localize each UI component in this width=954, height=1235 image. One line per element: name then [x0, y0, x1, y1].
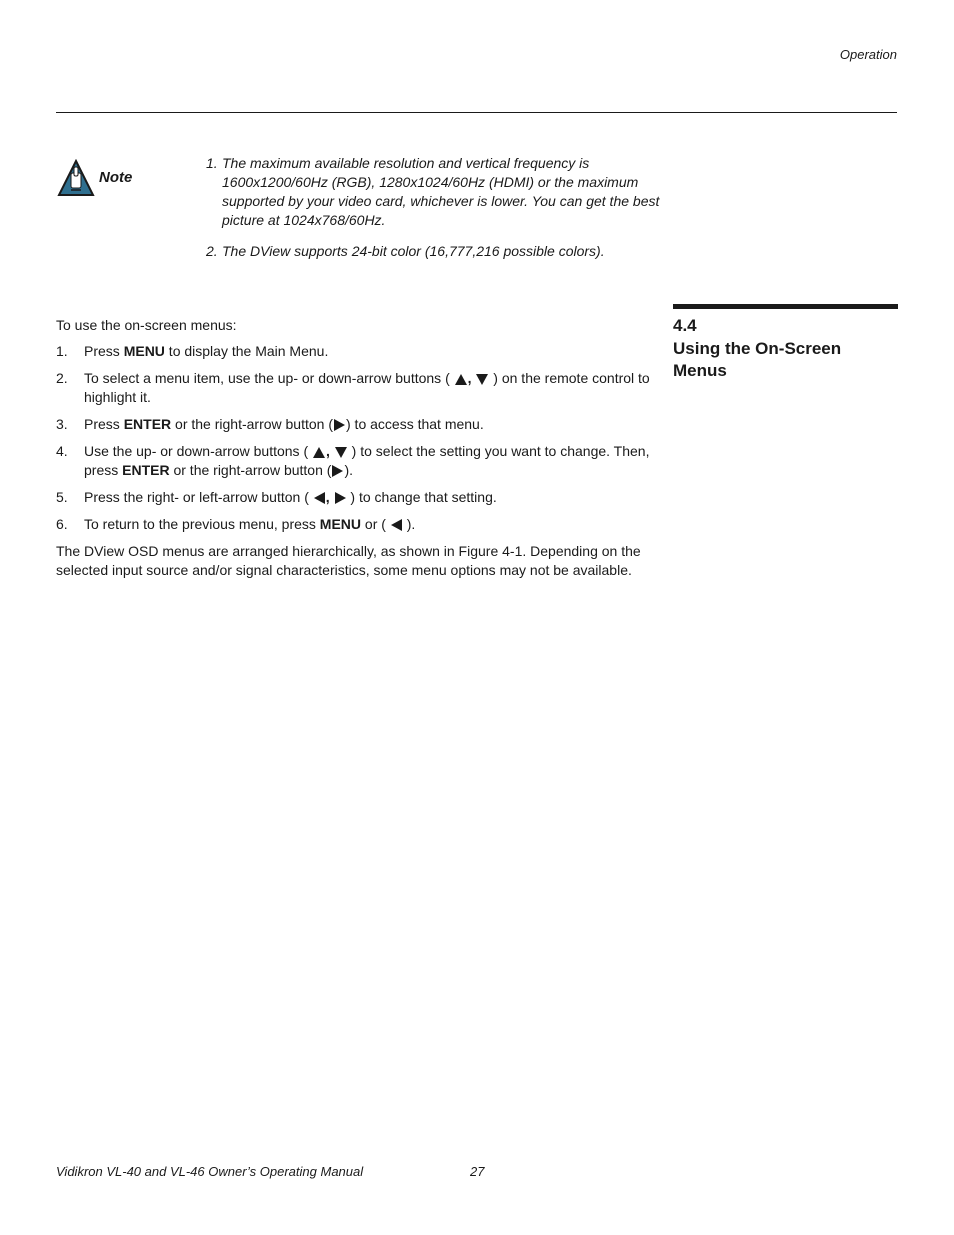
step-text: Press [84, 343, 124, 359]
step-text: ) to access that menu. [346, 416, 484, 432]
step-text: ) to change that setting. [346, 489, 497, 505]
step-text: or the right-arrow button ( [169, 462, 332, 478]
note-item-number: 2. [206, 243, 218, 259]
step-text: Press [84, 416, 124, 432]
key-name: ENTER [122, 462, 170, 478]
step-text: to display the Main Menu. [164, 343, 329, 359]
note-list [206, 154, 666, 261]
step-text: ) on the remote control to highlight it. [84, 370, 650, 405]
note-item-text: The DView supports 24-bit color (16,777,216 possible colors). [222, 243, 605, 259]
list-item [56, 415, 656, 434]
section-number: 4.4 [673, 316, 697, 335]
section-title: Using the On-Screen Menus [673, 339, 842, 380]
left-arrow-icon [314, 492, 325, 504]
up-arrow-icon [313, 447, 325, 458]
key-name: ENTER [123, 416, 172, 432]
separator-comma: , [325, 489, 330, 505]
step-number: 1. [56, 343, 68, 359]
step-number: 5. [56, 489, 68, 505]
list-item [56, 488, 656, 507]
right-arrow-icon [332, 465, 343, 477]
intro-paragraph: To use the on-screen menus: [56, 317, 237, 333]
up-arrow-icon [455, 374, 467, 385]
step-text: ) to select the setting you want to change. Then, press [84, 443, 650, 478]
step-text: ). [344, 462, 353, 478]
step-number: 6. [56, 516, 68, 532]
note-label: Note [99, 169, 133, 186]
step-text: To return to the previous menu, press [84, 516, 320, 532]
note-item-text: The maximum available resolution and vertical frequency is 1600x1200/60Hz (RGB), 1280x1024/60Hz (HDMI) or the maximum supported by your video card, whichever is lower. You can get the best picture at 1024x768/60Hz. [222, 155, 660, 228]
down-arrow-icon [335, 447, 347, 458]
note-item [206, 242, 666, 261]
page-number: 27 [470, 1164, 485, 1179]
list-item [56, 515, 656, 534]
step-number: 4. [56, 443, 68, 459]
list-item [56, 369, 656, 407]
down-arrow-icon [476, 374, 488, 385]
list-item [56, 342, 656, 361]
left-arrow-icon [391, 519, 402, 531]
key-name: MENU [123, 343, 165, 359]
right-arrow-icon [334, 419, 345, 431]
step-text: Use the up- or down-arrow buttons ( [84, 443, 312, 459]
key-name: MENU [319, 516, 362, 532]
note-pointing-hand-icon [57, 159, 95, 197]
step-text: ). [402, 516, 416, 532]
note-item-number: 1. [206, 155, 218, 171]
step-number: 3. [56, 416, 68, 432]
list-item [56, 442, 656, 480]
step-text: To select a menu item, use the up- or down-arrow buttons ( [84, 370, 454, 386]
step-text: or ( [361, 516, 390, 532]
closing-paragraph: The DView OSD menus are arranged hierarchically, as shown in Figure 4-1. Depending on the selected input source and/or signal characteristics, some menu options may not be available. [56, 543, 641, 578]
footer-manual-title: Vidikron VL-40 and VL-46 Owner’s Operating Manual [56, 1164, 364, 1179]
header-rule [56, 112, 897, 113]
section-heading-bar [673, 304, 898, 309]
separator-comma: , [467, 370, 472, 386]
steps-list [56, 342, 656, 542]
step-text: Press the right- or left-arrow button ( [84, 489, 313, 505]
right-arrow-icon [335, 492, 346, 504]
running-header: Operation [839, 47, 897, 62]
step-text: or the right-arrow button ( [171, 416, 333, 432]
note-item [206, 154, 666, 230]
separator-comma: , [326, 443, 330, 459]
step-number: 2. [56, 370, 68, 386]
